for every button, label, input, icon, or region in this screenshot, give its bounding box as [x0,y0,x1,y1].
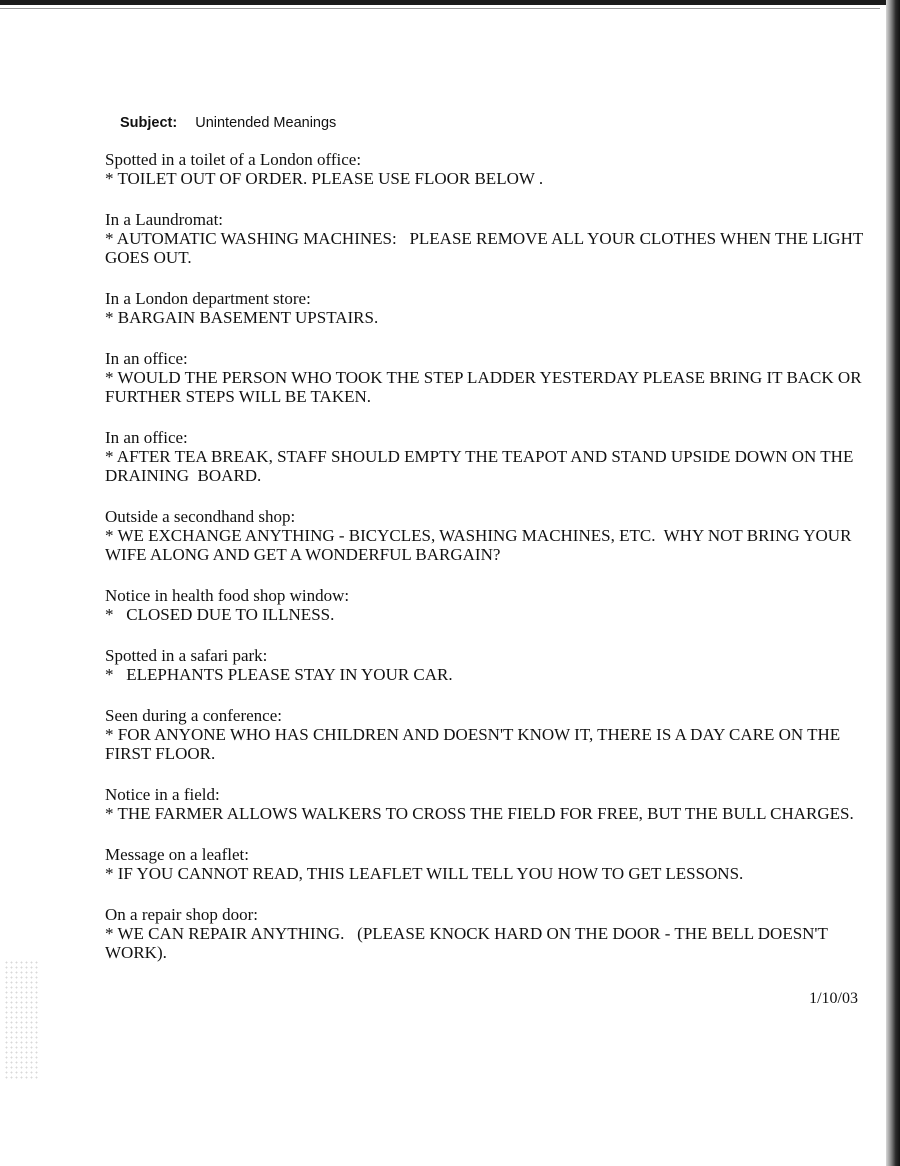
subject-value: Unintended Meanings [195,115,337,131]
subject-label: Subject: [120,115,178,131]
entry-item [105,150,865,188]
scan-right-edge-shadow [886,0,900,1166]
entry-sign-text: * AUTOMATIC WASHING MACHINES: PLEASE REMOVE ALL YOUR CLOTHES WHEN THE LIGHT GOES OUT. [105,229,868,267]
entry-location: In a Laundromat: [105,210,224,229]
entry-item [105,507,865,564]
entry-location: In an office: [105,349,188,368]
entry-location: On a repair shop door: [105,905,258,924]
entry-location: In an office: [105,428,188,447]
entry-item [105,586,865,624]
entry-sign-text: * IF YOU CANNOT READ, THIS LEAFLET WILL TELL YOU HOW TO GET LESSONS. [105,864,744,883]
entry-location: Message on a leaflet: [105,845,249,864]
entry-item [105,210,868,267]
entry-location: Notice in a field: [105,785,220,804]
entry-sign-text: * ELEPHANTS PLEASE STAY IN YOUR CAR. [105,665,453,684]
entry-item [105,785,865,823]
entry-location: Outside a secondhand shop: [105,507,296,526]
entry-sign-text: * AFTER TEA BREAK, STAFF SHOULD EMPTY THE TEAPOT AND STAND UPSIDE DOWN ON THE DRAINING BOARD. [105,447,858,485]
entry-item [105,845,865,883]
entry-sign-text: * FOR ANYONE WHO HAS CHILDREN AND DOESN'T KNOW IT, THERE IS A DAY CARE ON THE FIRST FLOOR. [105,725,845,763]
entry-item [105,428,865,485]
entry-sign-text: * BARGAIN BASEMENT UPSTAIRS. [105,308,379,327]
entry-location: Notice in health food shop window: [105,586,350,605]
entry-sign-text: * WE EXCHANGE ANYTHING - BICYCLES, WASHING MACHINES, ETC. WHY NOT BRING YOUR WIFE ALONG AND GET A WONDERFUL BARGAIN? [105,526,856,564]
entry-sign-text: * THE FARMER ALLOWS WALKERS TO CROSS THE FIELD FOR FREE, BUT THE BULL CHARGES. [105,804,854,823]
entry-sign-text: * WOULD THE PERSON WHO TOOK THE STEP LADDER YESTERDAY PLEASE BRING IT BACK OR FURTHER STEPS WILL BE TAKEN. [105,368,866,406]
top-border-rule [0,0,900,5]
entry-location: Spotted in a safari park: [105,646,268,665]
entry-item [105,349,865,406]
top-border-thin-rule [0,8,880,9]
subject-line [120,115,336,131]
entry-item [105,646,865,684]
scan-left-margin-speckle [4,960,40,1080]
entry-sign-text: * CLOSED DUE TO ILLNESS. [105,605,335,624]
entry-sign-text: * TOILET OUT OF ORDER. PLEASE USE FLOOR BELOW . [105,169,544,188]
entry-location: Spotted in a toilet of a London office: [105,150,362,169]
document-body [105,150,868,984]
document-date: 1/10/03 [809,990,858,1007]
entry-item [105,289,865,327]
entry-item [105,905,865,962]
entry-location: Seen during a conference: [105,706,282,725]
entry-sign-text: * WE CAN REPAIR ANYTHING. (PLEASE KNOCK HARD ON THE DOOR - THE BELL DOESN'T WORK). [105,924,832,962]
entry-location: In a London department store: [105,289,311,308]
entry-item [105,706,865,763]
